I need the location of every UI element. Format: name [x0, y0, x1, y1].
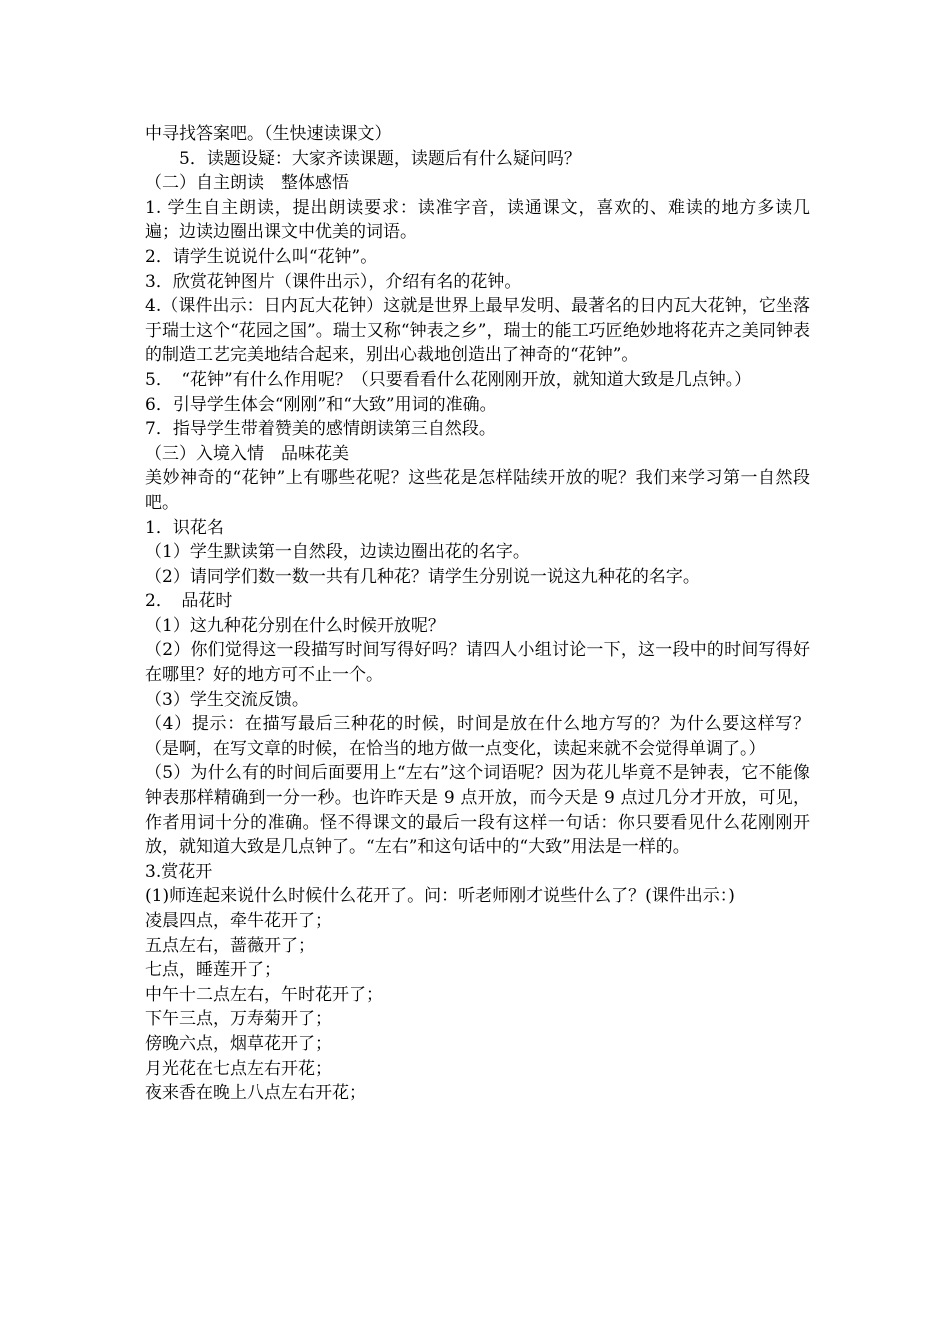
paragraph: 7．指导学生带着赞美的感情朗读第三自然段。 — [145, 419, 496, 440]
paragraph: （2）请同学们数一数一共有几种花？请学生分别说一说这九种花的名字。 — [145, 566, 700, 587]
list-item: 月光花在七点左右开花； — [145, 1058, 332, 1079]
paragraph: 美妙神奇的“花钟”上有哪些花呢？这些花是怎样陆续开放的呢？我们来学习第一自然段吧。 — [145, 468, 810, 513]
paragraph: 5．读题设疑：大家齐读课题，读题后有什么疑问吗？ — [179, 148, 581, 169]
paragraph: （4）提示：在描写最后三种花的时候，时间是放在什么地方写的？为什么要这样写？（是啊，在写文章的时候，在恰当的地方做一点变化，读起来就不会觉得单调了。） — [145, 714, 810, 759]
paragraph: 6．引导学生体会“刚刚”和“大致”用词的准确。 — [145, 394, 497, 415]
list-item: 傍晚六点，烟草花开了； — [145, 1033, 332, 1054]
paragraph: 3．欣赏花钟图片（课件出示），介绍有名的花钟。 — [145, 271, 522, 292]
list-item: 五点左右，蔷薇开了； — [145, 935, 315, 956]
list-item: 夜来香在晚上八点左右开花； — [145, 1083, 366, 1104]
paragraph: （3）学生交流反馈。 — [145, 689, 309, 710]
subheading: 3.赏花开 — [145, 861, 213, 882]
paragraph: 中寻找答案吧。（生快速读课文） — [145, 124, 392, 144]
paragraph: 5． “花钟”有什么作用呢？（只要看看什么花刚刚开放，就知道大致是几点钟。） — [145, 369, 752, 390]
list-item: 中午十二点左右，午时花开了； — [145, 984, 383, 1005]
paragraph: 4.（课件出示：日内瓦大花钟）这就是世界上最早发明、最著名的日内瓦大花钟，它坐落于瑞士这个“花园之国”。瑞士又称“钟表之乡”，瑞士的能工巧匠绝妙地将花卉之美同钟表的制造工艺完美地结合起来，别出心裁地创造出了神奇的“花钟”。 — [145, 296, 810, 366]
subheading: 1．识花名 — [145, 517, 224, 538]
paragraph: （1）学生默读第一自然段，边读边圈出花的名字。 — [145, 542, 530, 563]
paragraph: （1）这九种花分别在什么时候开放呢？ — [145, 615, 445, 636]
list-item: 凌晨四点，牵牛花开了； — [145, 911, 332, 931]
paragraph: （5）为什么有的时间后面要用上“左右”这个词语呢？因为花儿毕竟不是钟表，它不能像钟表那样精确到一分一秒。也许昨天是 9 点开放，而今天是 9 点过几分才开放，可见，作者用词十分的准确。怪不得课文的最后一段有这样一句话：你只要看见什么花刚刚开放，就知道大致是几点钟了。“左右”和这句话中的“大致”用法是一样的。 — [145, 763, 810, 858]
list-item: 七点，睡莲开了； — [145, 960, 281, 981]
paragraph: （2）你们觉得这一段描写时间写得好吗？请四人小组讨论一下，这一段中的时间写得好在哪里？好的地方可不止一个。 — [145, 640, 810, 686]
list-item: 下午三点，万寿菊开了； — [145, 1009, 332, 1030]
paragraph: 2．请学生说说什么叫“花钟”。 — [145, 246, 378, 267]
section-heading: （三）入境入情 品味花美 — [145, 443, 349, 464]
subheading: 2． 品花时 — [145, 591, 233, 612]
section-heading: （二）自主朗读 整体感悟 — [145, 173, 349, 194]
paragraph: 1. 学生自主朗读，提出朗读要求：读准字音，读通课文，喜欢的、难读的地方多读几遍；边读边圈出课文中优美的词语。 — [145, 197, 810, 243]
paragraph: (1)师连起来说什么时候什么花开了。问：听老师刚才说些什么了？(课件出示：) — [145, 886, 735, 907]
document-body — [145, 122, 810, 1106]
